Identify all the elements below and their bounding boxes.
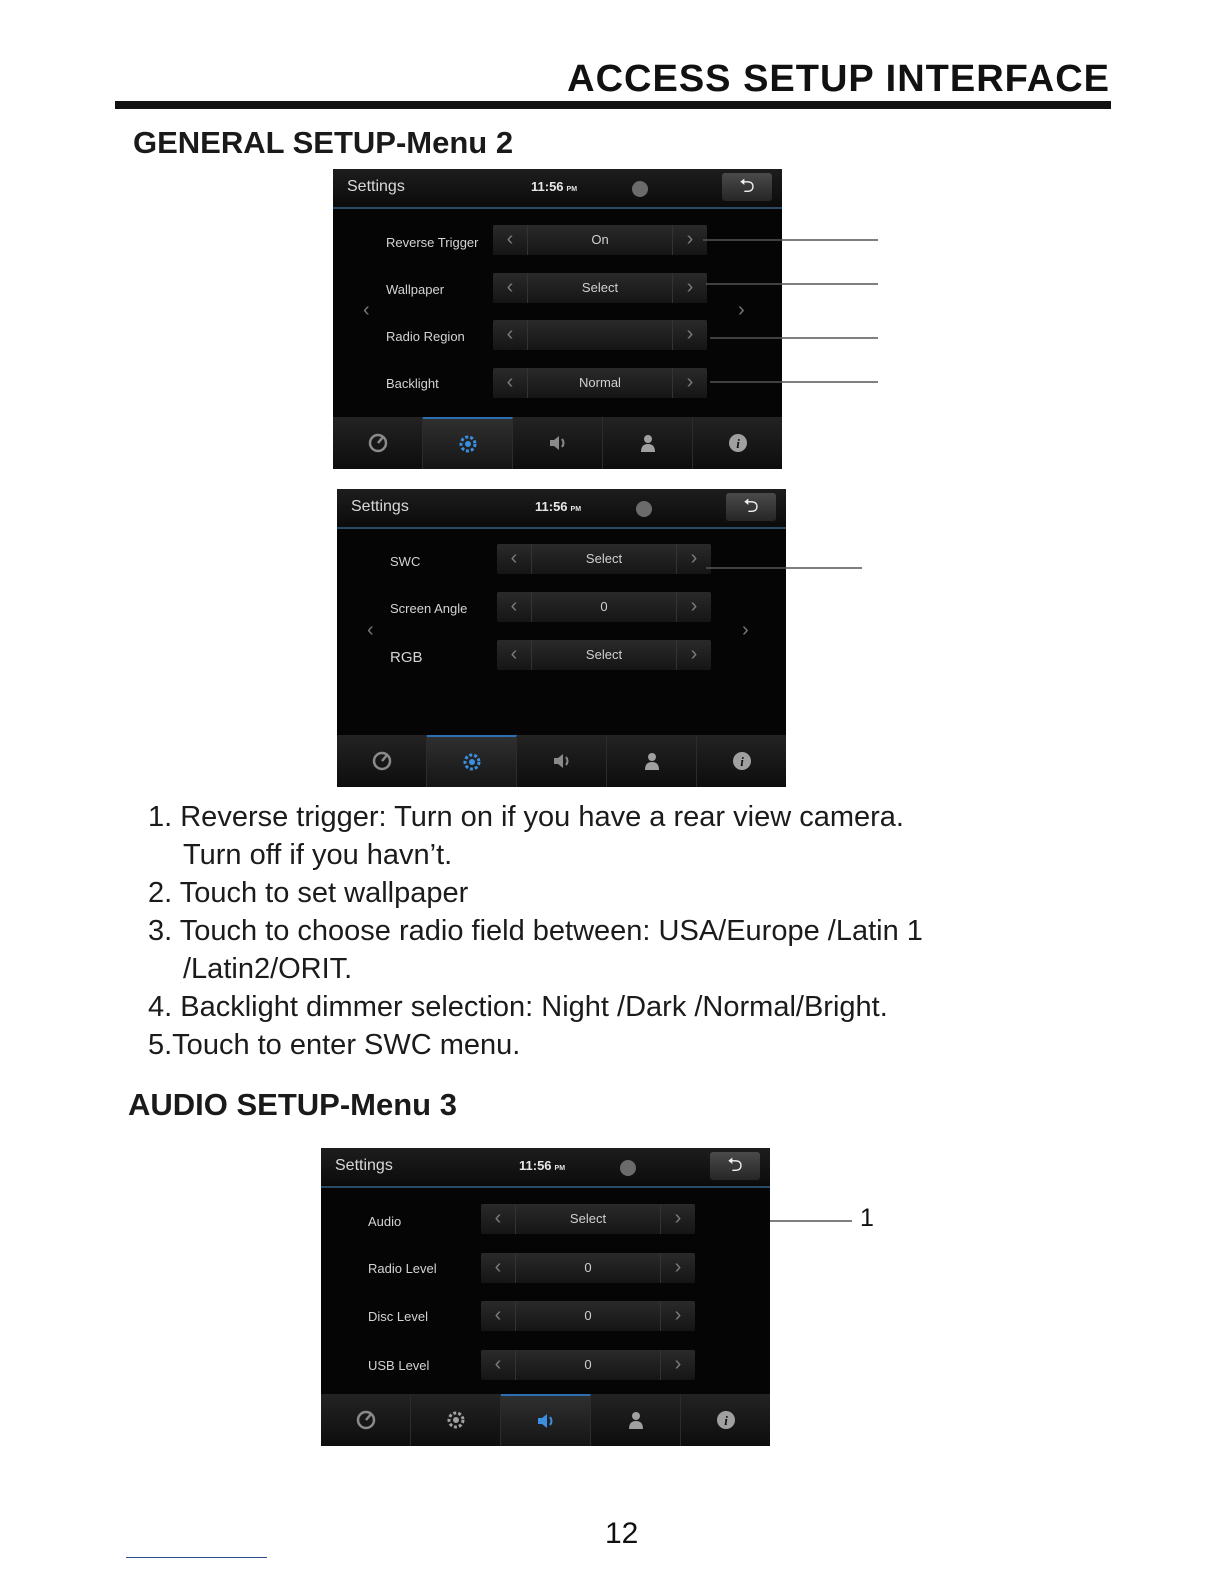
radio-level-selector[interactable] [481, 1253, 695, 1283]
screen-title: Settings [347, 178, 405, 195]
row-label-rgb: RGB [390, 649, 423, 666]
row-label-backlight: Backlight [386, 376, 439, 391]
disc-level-value: 0 [584, 1308, 592, 1323]
row-label-audio: Audio [368, 1214, 402, 1229]
chevron-left-icon[interactable]: ‹ [497, 640, 532, 670]
chevron-right-icon[interactable]: › [672, 225, 707, 255]
screen-tabbar [321, 1394, 770, 1446]
user-icon [625, 1409, 647, 1431]
reverse-trigger-value: On [591, 232, 609, 247]
chevron-left-icon[interactable]: ‹ [493, 273, 528, 303]
chevron-right-icon[interactable]: › [676, 592, 711, 622]
tab-general[interactable] [411, 1394, 501, 1446]
row-label-radio-region: Radio Region [386, 329, 465, 344]
tab-audio[interactable] [501, 1394, 591, 1446]
page-number: 12 [605, 1517, 639, 1550]
tab-info[interactable] [681, 1394, 770, 1446]
chevron-left-icon[interactable]: ‹ [497, 544, 532, 574]
radio-level-value: 0 [584, 1260, 592, 1275]
return-button[interactable]: ⮌ [722, 173, 772, 201]
chevron-left-icon[interactable]: ‹ [481, 1301, 516, 1331]
row-label-screen-angle: Screen Angle [390, 601, 468, 616]
settings-screen-audio [321, 1148, 770, 1446]
speaker-icon [535, 1410, 557, 1432]
prev-page-chevron-icon[interactable]: ‹ [367, 619, 374, 641]
list-item: 4. Backlight dimmer selection: Night /Dark /Normal/Bright. [148, 991, 888, 1023]
chevron-left-icon[interactable]: ‹ [481, 1253, 516, 1283]
list-item: 1. Reverse trigger: Turn on if you have a rear view camera. [148, 801, 904, 833]
clock: 11:56 PM [531, 179, 578, 194]
usb-level-value: 0 [584, 1357, 592, 1372]
chevron-right-icon[interactable]: › [676, 640, 711, 670]
list-item-continuation: Turn off if you havn’t. [183, 839, 453, 871]
row-label-reverse-trigger: Reverse Trigger [386, 235, 479, 250]
chevron-left-icon[interactable]: ‹ [481, 1204, 516, 1234]
return-button[interactable]: ⮌ [726, 493, 776, 521]
gear-icon [445, 1409, 467, 1431]
row-label-swc: SWC [390, 554, 421, 569]
svg-text:i: i [735, 436, 740, 451]
section-audio-title: AUDIO SETUP-Menu 3 [128, 1087, 457, 1122]
svg-text:i: i [739, 754, 744, 769]
chevron-left-icon[interactable]: ‹ [493, 368, 528, 398]
disc-level-selector[interactable] [481, 1301, 695, 1331]
section-general-title: GENERAL SETUP-Menu 2 [133, 125, 514, 160]
chevron-right-icon[interactable]: › [676, 544, 711, 574]
page-header-title: ACCESS SETUP INTERFACE [567, 58, 1110, 100]
clock: 11:56 PM [519, 1158, 566, 1173]
wallpaper-value: Select [581, 280, 619, 295]
status-dot-icon [620, 1160, 636, 1176]
row-label-disc-level: Disc Level [368, 1309, 428, 1324]
next-page-chevron-icon[interactable]: › [738, 299, 745, 321]
usb-level-selector[interactable] [481, 1350, 695, 1380]
return-button[interactable]: ⮌ [710, 1152, 760, 1180]
audio-value: Select [569, 1211, 607, 1226]
swc-value: Select [585, 551, 623, 566]
chevron-left-icon[interactable]: ‹ [497, 592, 532, 622]
row-label-radio-level: Radio Level [368, 1261, 437, 1276]
rgb-value: Select [585, 647, 623, 662]
list-item-continuation: /Latin2/ORIT. [183, 953, 353, 985]
chevron-right-icon[interactable]: › [660, 1253, 695, 1283]
screen-title: Settings [351, 498, 409, 515]
screen-title: Settings [335, 1157, 393, 1174]
list-item: 3. Touch to choose radio field between: USA/Europe /Latin 1 [148, 915, 923, 947]
chevron-right-icon[interactable]: › [660, 1204, 695, 1234]
row-label-usb-level: USB Level [368, 1358, 430, 1373]
tab-clock[interactable] [321, 1394, 411, 1446]
chevron-left-icon[interactable]: ‹ [481, 1350, 516, 1380]
svg-text:i: i [723, 1413, 728, 1428]
audio-selector[interactable] [481, 1204, 695, 1234]
callout-number: 1 [860, 1204, 874, 1232]
screen-angle-value: 0 [600, 599, 608, 614]
chevron-left-icon[interactable]: ‹ [493, 225, 528, 255]
chevron-right-icon[interactable]: › [660, 1350, 695, 1380]
backlight-value: Normal [579, 375, 621, 390]
chevron-right-icon[interactable]: › [672, 273, 707, 303]
chevron-right-icon[interactable]: › [672, 368, 707, 398]
screen-topbar [321, 1148, 770, 1188]
footer-rule [126, 1557, 267, 1558]
clock: 11:56 PM [535, 499, 582, 514]
chevron-right-icon[interactable]: › [660, 1301, 695, 1331]
next-page-chevron-icon[interactable]: › [742, 619, 749, 641]
chevron-left-icon[interactable]: ‹ [493, 320, 528, 350]
clock-icon [355, 1409, 377, 1431]
info-icon [715, 1409, 737, 1431]
tab-user[interactable] [591, 1394, 681, 1446]
row-label-wallpaper: Wallpaper [386, 282, 445, 297]
list-item: 2. Touch to set wallpaper [148, 877, 469, 909]
list-item: 5.Touch to enter SWC menu. [148, 1029, 521, 1061]
prev-page-chevron-icon[interactable]: ‹ [363, 299, 370, 321]
chevron-right-icon[interactable]: › [672, 320, 707, 350]
